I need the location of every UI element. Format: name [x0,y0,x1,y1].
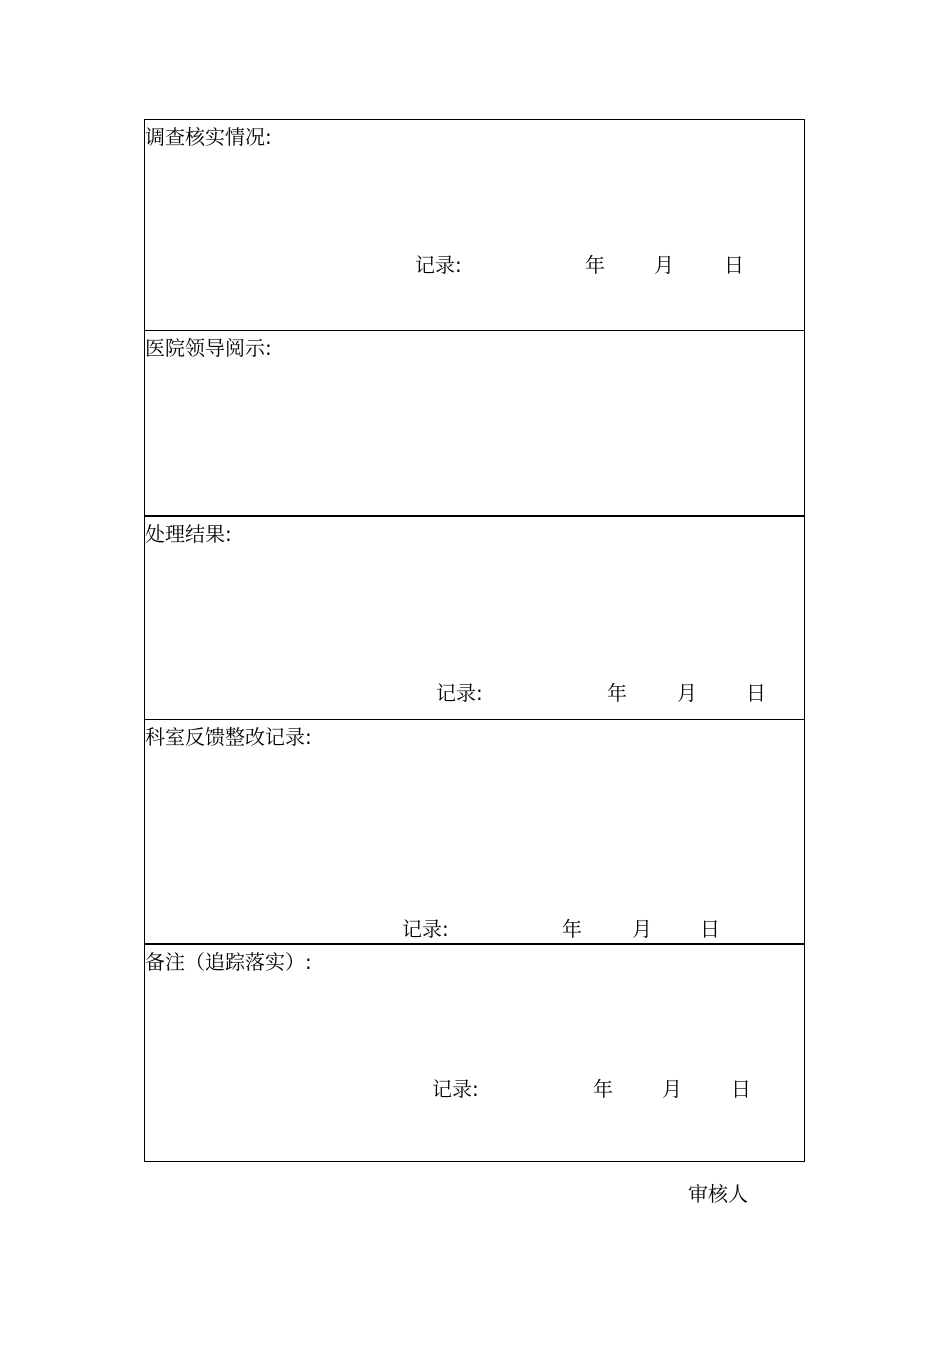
section-label: 备注（追踪落实）: [145,950,312,974]
month-label: 月 [654,253,674,277]
section-department-feedback [145,720,804,945]
record-label: 记录: [436,681,483,705]
year-label: 年 [607,681,627,705]
section-remarks [145,945,804,1161]
day-label: 日 [724,253,744,277]
section-label: 调查核实情况: [145,125,272,149]
section-leader-review [145,331,804,517]
month-label: 月 [662,1077,682,1101]
year-label: 年 [562,917,582,941]
section-investigation [145,120,804,331]
month-label: 月 [632,917,652,941]
record-label: 记录: [432,1077,479,1101]
year-label: 年 [585,253,605,277]
section-result [145,517,804,720]
year-label: 年 [593,1077,613,1101]
day-label: 日 [700,917,720,941]
record-label: 记录: [402,917,449,941]
reviewer-label: 审核人 [688,1182,748,1206]
month-label: 月 [677,681,697,705]
record-form [144,119,805,1162]
section-label: 处理结果: [145,522,232,546]
day-label: 日 [746,681,766,705]
section-label: 医院领导阅示: [145,336,272,360]
section-label: 科室反馈整改记录: [145,725,312,749]
day-label: 日 [731,1077,751,1101]
record-label: 记录: [415,253,462,277]
